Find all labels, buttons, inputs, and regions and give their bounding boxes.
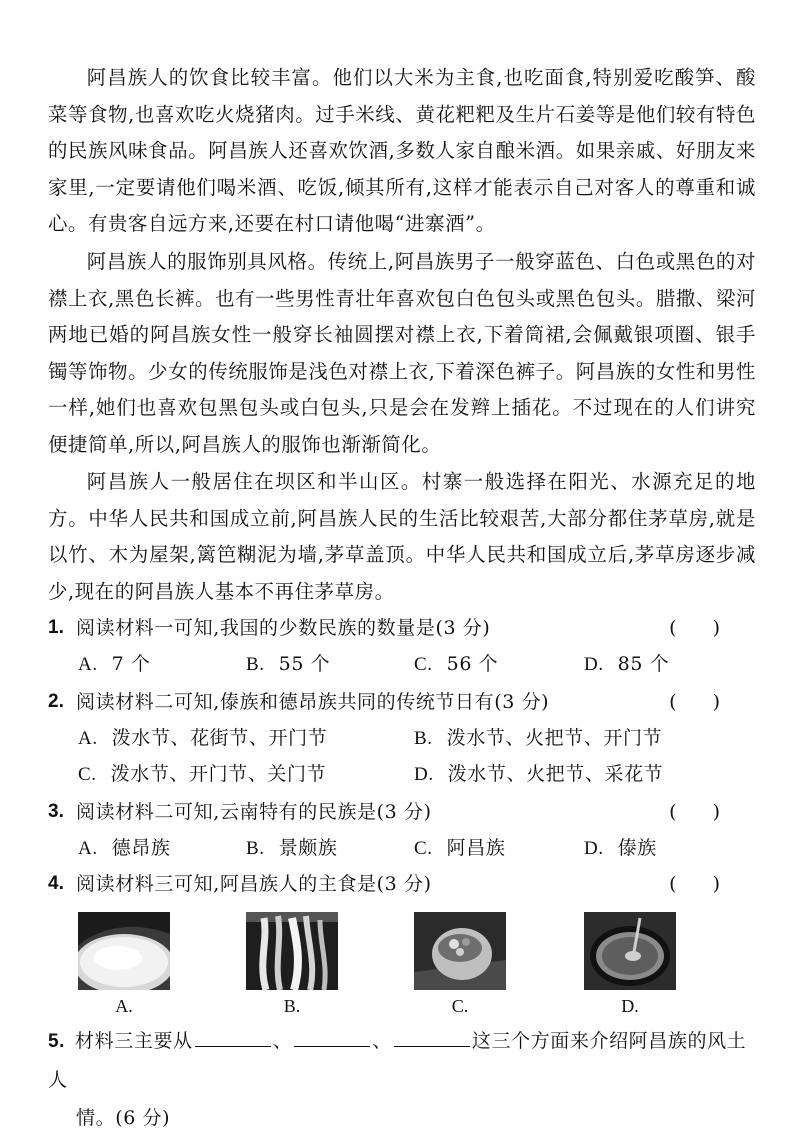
- option-letter: A.: [78, 838, 98, 859]
- option-text: 55 个: [278, 653, 331, 675]
- option-text: 泼水节、火把节、采花节: [447, 763, 664, 785]
- question-1: [48, 610, 756, 646]
- separator: 、: [372, 1030, 392, 1052]
- question-number: 1.: [48, 617, 64, 638]
- noodles-photo-icon[interactable]: [246, 912, 338, 990]
- passage-paragraph-clothing: 阿昌族人的服饰别具风格。传统上,阿昌族男子一般穿蓝色、白色或黑色的对襟上衣,黑色长裤。也有一些男性青壮年喜欢包白色包头或黑色包头。腊撒、梁河两地已婚的阿昌族女性一般穿长袖圆摆对襟上衣,下着筒裙,会佩戴银项圈、银手镯等饰物。少女的传统服饰是浅色对襟上衣,下着深色裤子。阿昌族的女性和男性一样,她们也喜欢包黑包头或白包头,只是会在发辫上插花。不过现在的人们讲究便捷简单,所以,阿昌族人的服饰也渐渐简化。: [48, 250, 756, 456]
- option-letter: D.: [414, 764, 434, 785]
- option-letter: A.: [78, 728, 98, 749]
- option-letter: C.: [78, 764, 97, 785]
- option-d[interactable]: [414, 756, 663, 792]
- answer-blank-3[interactable]: [394, 1026, 470, 1047]
- option-c[interactable]: [414, 830, 505, 866]
- option-c[interactable]: [414, 646, 498, 682]
- picture-label-c: C.: [451, 996, 469, 1016]
- question-stem-part-1: 材料三主要从: [75, 1030, 193, 1052]
- question-5-line-1: [48, 1022, 756, 1099]
- passage-paragraph-food: 阿昌族人的饮食比较丰富。他们以大米为主食,也吃面食,特别爱吃酸笋、酸菜等食物,也喜欢吃火烧猪肉。过手米线、黄花粑粑及生片石姜等是他们较有特色的民族风味食品。阿昌族人还喜欢饮酒,多数人家自酿米酒。如果亲戚、好朋友来家里,一定要请他们喝米酒、吃饭,倾其所有,这样才能表示自己对客人的尊重和诚心。有贵客自远方来,还要在村口请他喝“进寨酒”。: [48, 66, 756, 236]
- question-stem: 阅读材料三可知,阿昌族人的主食是(3 分): [76, 873, 432, 895]
- option-text: 泼水节、花街节、开门节: [111, 727, 328, 749]
- option-letter: B.: [246, 838, 265, 859]
- option-text: 泼水节、开门节、关门节: [110, 763, 327, 785]
- option-b[interactable]: [246, 830, 337, 866]
- porridge-photo-icon[interactable]: [584, 912, 676, 990]
- option-a[interactable]: [78, 720, 327, 756]
- question-stem: 阅读材料一可知,我国的少数民族的数量是(3 分): [76, 617, 491, 639]
- option-b[interactable]: [246, 646, 330, 682]
- answer-bracket[interactable]: (): [669, 691, 756, 713]
- option-letter: D.: [584, 838, 604, 859]
- option-d[interactable]: [584, 830, 657, 866]
- option-c[interactable]: [78, 756, 326, 792]
- question-stem: 阅读材料二可知,傣族和德昂族共同的传统节日有(3 分): [76, 691, 550, 713]
- answer-bracket[interactable]: (): [669, 801, 756, 823]
- question-3: [48, 794, 756, 830]
- question-stem: 阅读材料二可知,云南特有的民族是(3 分): [76, 801, 432, 823]
- option-b[interactable]: [414, 720, 662, 756]
- answer-blank-1[interactable]: [195, 1026, 271, 1047]
- option-text: 阿昌族: [446, 837, 506, 859]
- option-d[interactable]: [584, 646, 669, 682]
- option-a[interactable]: [78, 830, 170, 866]
- passage-paragraph-housing: 阿昌族人一般居住在坝区和半山区。村寨一般选择在阳光、水源充足的地方。中华人民共和国成立前,阿昌族人民的生活比较艰苦,大部分都住茅草房,就是以竹、木为屋架,篱笆糊泥为墙,茅草盖顶。中华人民共和国成立后,茅草房逐步减少,现在的阿昌族人基本不再住茅草房。: [48, 470, 756, 603]
- option-letter: B.: [414, 728, 433, 749]
- answer-bracket[interactable]: (): [669, 617, 756, 639]
- picture-label-b: B.: [283, 996, 301, 1016]
- separator: 、: [272, 1030, 293, 1052]
- picture-label-d: D.: [621, 996, 639, 1016]
- option-a[interactable]: [78, 646, 151, 682]
- option-letter: B.: [246, 654, 265, 675]
- question-number: 2.: [48, 691, 64, 712]
- option-letter: A.: [78, 654, 98, 675]
- option-text: 56 个: [446, 653, 499, 675]
- option-text: 傣族: [617, 837, 657, 859]
- picture-label-a: A.: [115, 996, 133, 1016]
- question-2: [48, 684, 756, 720]
- option-letter: C.: [414, 654, 433, 675]
- question-4: [48, 866, 756, 902]
- option-text: 德昂族: [111, 837, 171, 859]
- question-number: 4.: [48, 873, 64, 894]
- question-stem-line-2: 情。(6 分): [76, 1107, 171, 1129]
- option-text: 7 个: [111, 653, 151, 675]
- answer-bracket[interactable]: (): [669, 873, 756, 895]
- option-text: 泼水节、火把节、开门节: [446, 727, 663, 749]
- rice-photo-icon[interactable]: [78, 912, 170, 990]
- option-text: 景颇族: [278, 837, 338, 859]
- option-letter: D.: [584, 654, 604, 675]
- question-stem-part-2: 这三个方面来介绍阿昌族的风土人: [48, 1030, 747, 1091]
- option-text: 85 个: [617, 653, 670, 675]
- question-number: 5.: [48, 1031, 66, 1052]
- option-letter: C.: [414, 838, 433, 859]
- question-5: [48, 1022, 756, 1137]
- answer-blank-2[interactable]: [294, 1026, 370, 1047]
- question-number: 3.: [48, 801, 64, 822]
- bun-photo-icon[interactable]: [414, 912, 506, 990]
